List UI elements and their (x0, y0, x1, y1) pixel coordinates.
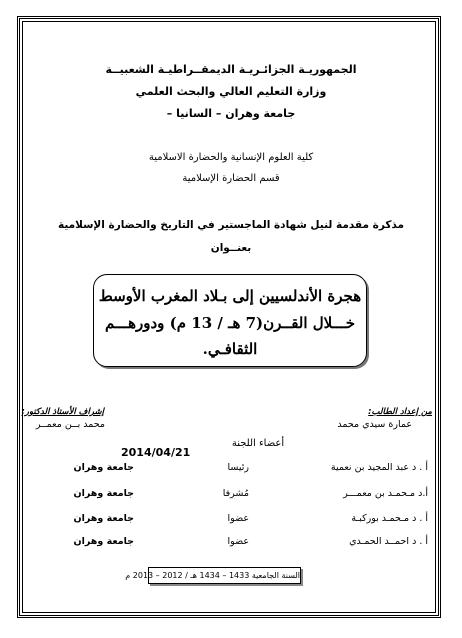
supervisor-label: إشراف الأستاذ الدكتور: (21, 407, 104, 417)
student-name: عمارة سيدي محمد (337, 419, 412, 430)
jury-member-institution: جامعة وهران (73, 462, 134, 473)
faculty-name: كلية العلوم الإنسانية والحضارة الاسلامية (148, 152, 314, 163)
jury-member-role: رئيسا (227, 462, 249, 473)
jury-member-name: أ . د مـحمـد بوركبـة (351, 513, 428, 524)
title-intro: بعنــوان (210, 242, 252, 254)
jury-title: أعضاء اللجنة (231, 438, 285, 449)
jury-member-institution: جامعة وهران (73, 513, 134, 524)
jury-member-role: عضوا (227, 536, 249, 547)
republic-heading: الجمهوريـة الجزائـريـة الديمقــراطيـة الشعبيــة (105, 63, 357, 76)
thesis-title-line-1: هجرة الأندلسيين إلى بـلاد المغرب الأوسط (98, 287, 362, 305)
jury-member-name: أ.د مـحمـد بن معمـــر (343, 488, 428, 499)
ministry-heading: وزارة التعليم العالي والبحث العلمي (135, 85, 327, 98)
department-name: قسم الحضارة الإسلامية (182, 173, 280, 184)
jury-member-role: عضوا (227, 513, 249, 524)
jury-member-name: أ . د عبد المجيد بن نعمية (330, 462, 428, 473)
jury-member-name: أ . د احمــد الحمـدي (349, 536, 428, 547)
jury-member-role: مُشرفا (222, 488, 249, 499)
thesis-title-line-3: الثقافـي. (202, 340, 258, 358)
jury-member-institution: جامعة وهران (73, 488, 134, 499)
thesis-title-line-2: خـــلال القــرن(7 هـ / 13 م) ودورهـــم (104, 314, 356, 332)
supervisor-name: محمد بــن معمــر (35, 419, 105, 430)
university-heading: جامعة وهران – السانيا – (166, 107, 296, 120)
memo-purpose: مذكرة مقدمة لنيل شهادة الماجستير في التاريخ والحضارة الإسلامية (57, 219, 405, 231)
student-label: من إعداد الطالب: (368, 407, 432, 417)
academic-year: السنة الجامعية 1433 – 1434 هـ / 2012 – 2013 م (148, 567, 301, 584)
defense-date: 2014/04/21 (121, 446, 191, 459)
jury-member-institution: جامعة وهران (73, 536, 134, 547)
